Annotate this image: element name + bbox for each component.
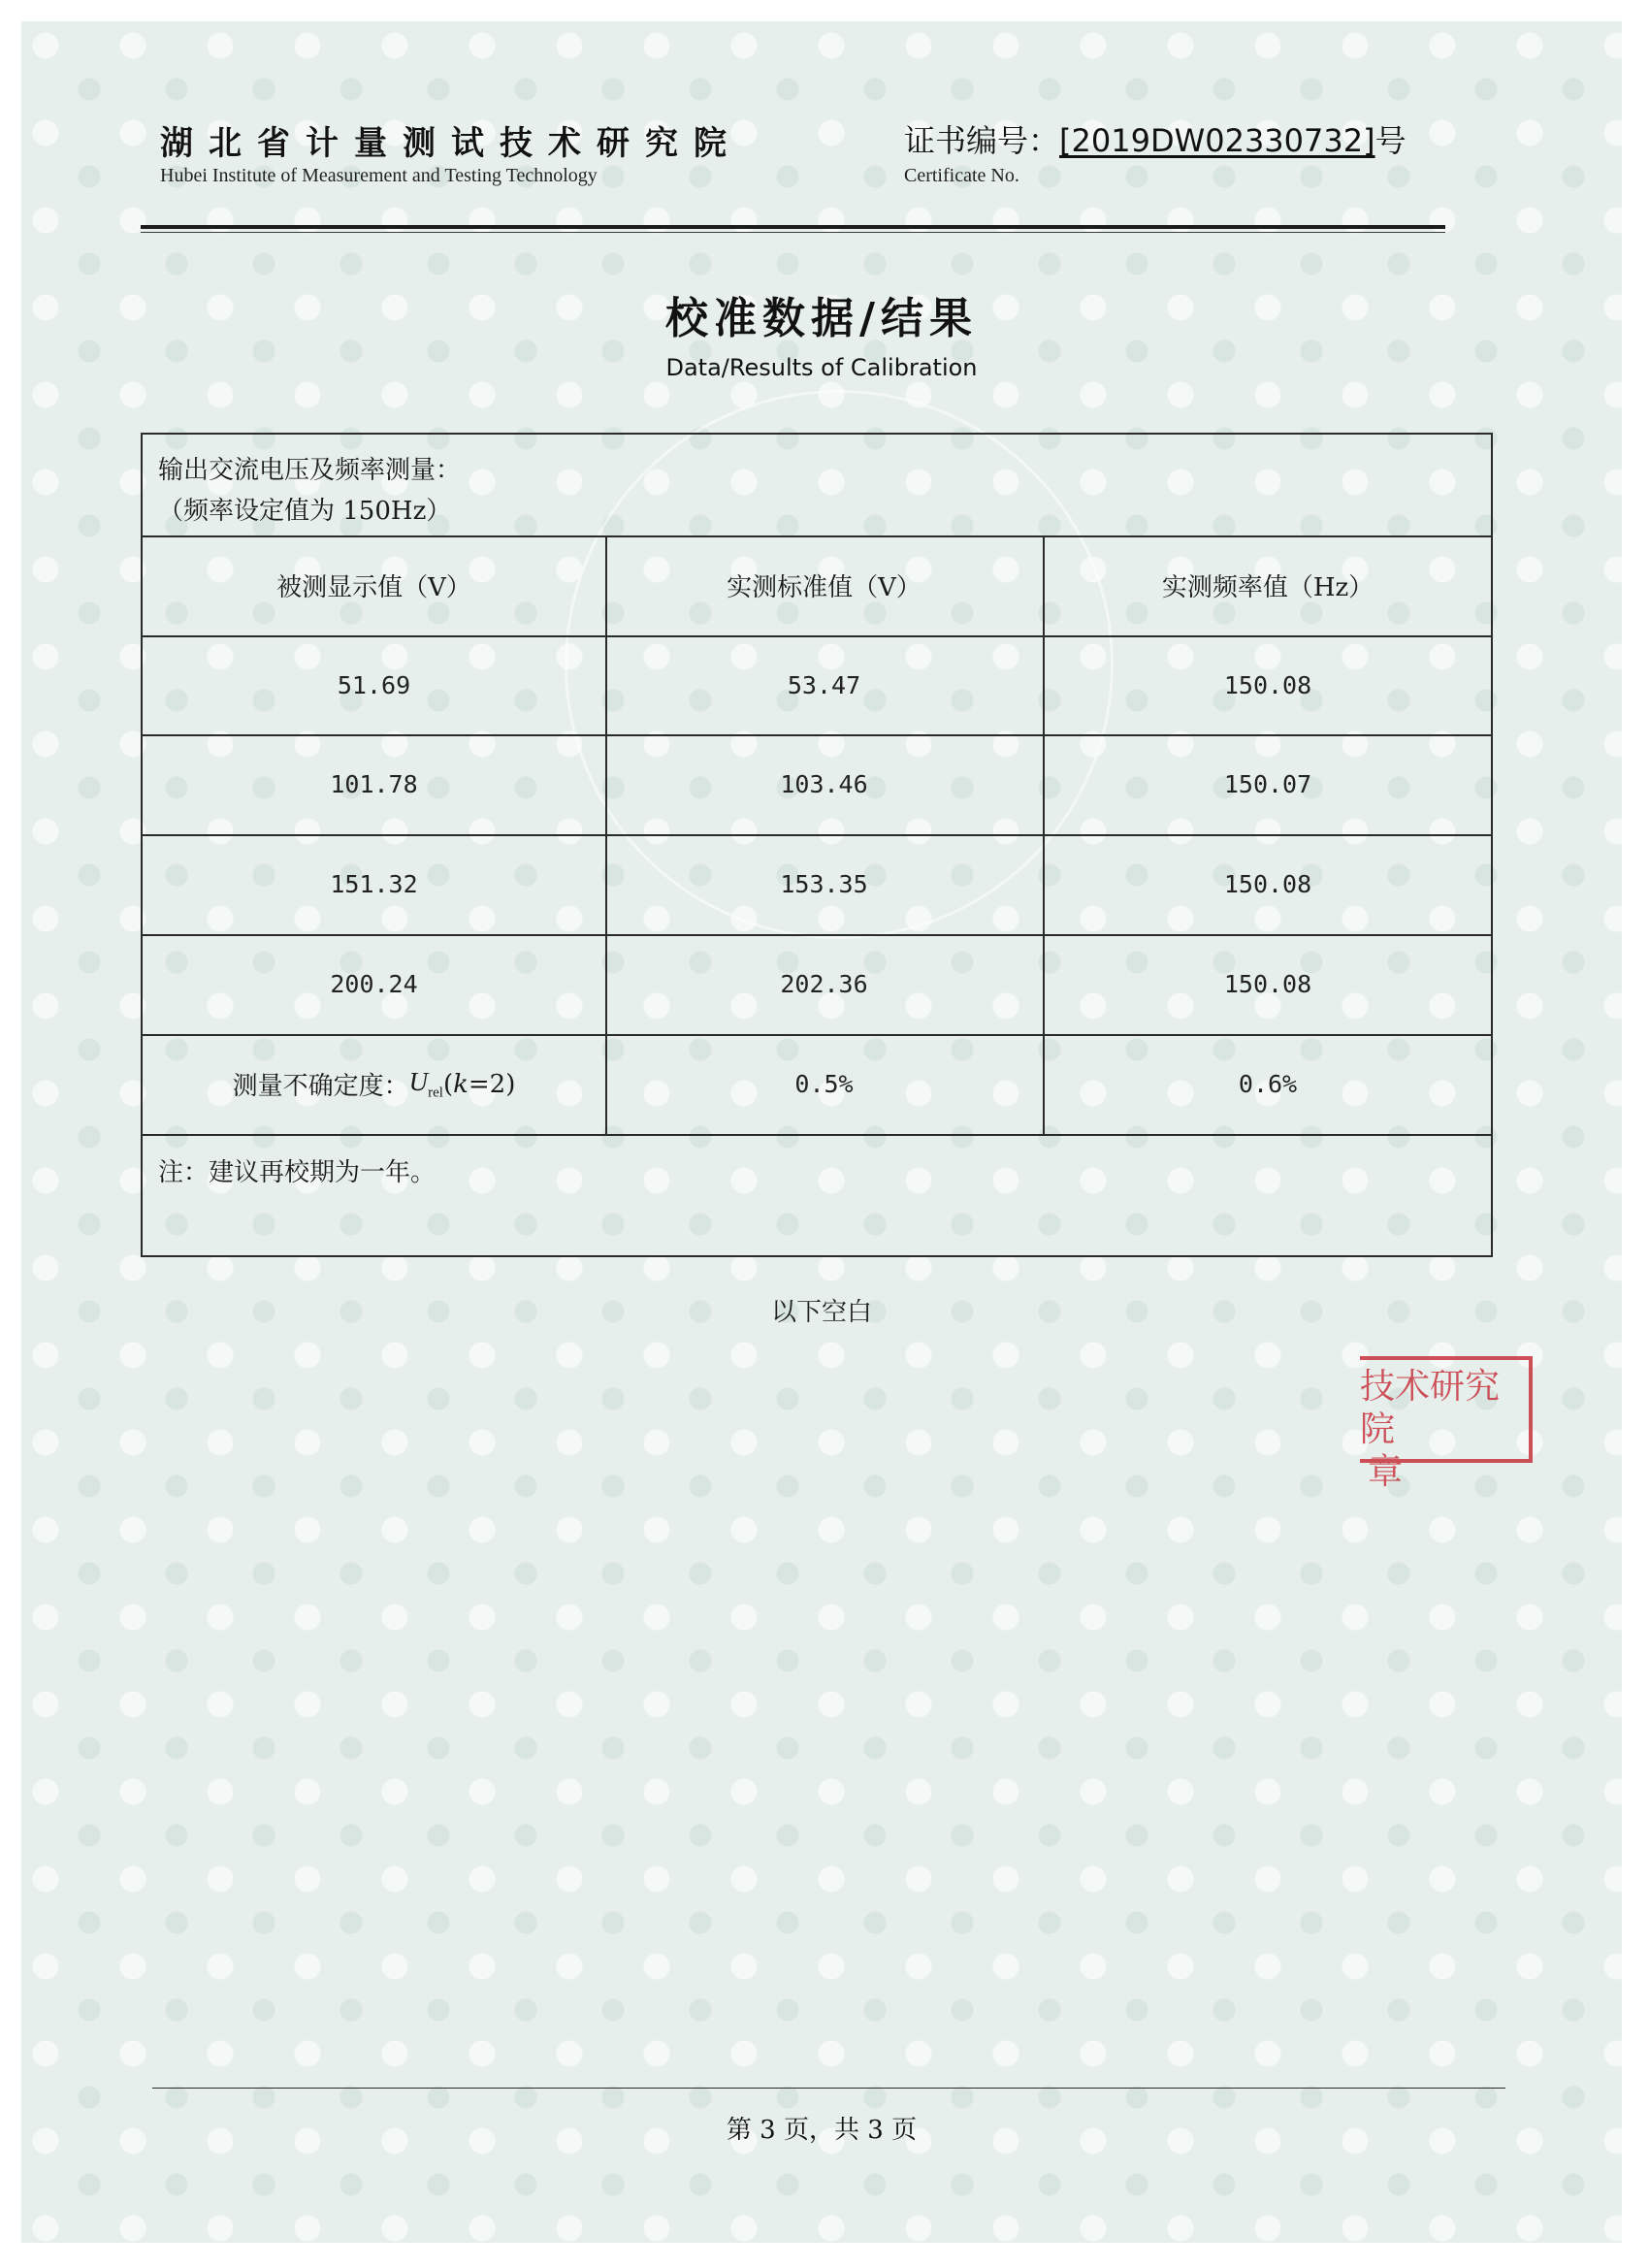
official-seal bbox=[1360, 1356, 1533, 1492]
page-title-cn: 校准数据/结果 bbox=[664, 294, 979, 343]
institute-name-en: Hubei Institute of Measurement and Testing Technology bbox=[160, 165, 598, 186]
certificate-page bbox=[21, 21, 1622, 2243]
column-header-standard: 实测标准值（V） bbox=[727, 573, 922, 602]
uncertainty-label bbox=[143, 1034, 605, 1134]
table-cell-frequency: 150.08 bbox=[1223, 670, 1312, 699]
certificate-suffix: 号 bbox=[1374, 122, 1406, 159]
table-cell-standard: 153.35 bbox=[780, 870, 868, 898]
footer-divider bbox=[152, 2088, 1505, 2089]
table-divider bbox=[143, 1134, 1491, 1136]
table-cell-displayed: 151.32 bbox=[330, 870, 418, 898]
table-cell-displayed: 101.78 bbox=[330, 770, 418, 798]
coverage-factor-var: k bbox=[453, 1069, 469, 1099]
column-header-frequency: 实测频率值（Hz） bbox=[1161, 573, 1374, 602]
page-number: 第 3 页，共 3 页 bbox=[726, 2116, 918, 2145]
table-cell-frequency: 150.07 bbox=[1223, 770, 1312, 798]
recalibration-note: 注：建议再校期为一年。 bbox=[158, 1158, 436, 1187]
certificate-label-cn: 证书编号： bbox=[904, 122, 1060, 159]
table-cell-standard: 103.46 bbox=[780, 770, 868, 798]
seal-line-2: 章 bbox=[1368, 1452, 1404, 1492]
intro-line-1: 输出交流电压及频率测量： bbox=[158, 456, 462, 485]
header-divider bbox=[141, 225, 1445, 229]
uncertainty-symbol: $U_{rel}$ bbox=[408, 1066, 443, 1101]
table-cell-standard: 53.47 bbox=[787, 670, 861, 699]
institute-name-cn: 湖北省计量测试技术研究院 bbox=[160, 124, 742, 163]
certificate-number: [2019DW02330732] bbox=[1059, 122, 1375, 159]
certificate-number-line bbox=[904, 116, 1406, 161]
table-cell-frequency: 150.08 bbox=[1223, 870, 1312, 898]
coverage-close: =2) bbox=[468, 1069, 516, 1099]
table-cell-displayed: 200.24 bbox=[330, 970, 418, 998]
intro-line-2: （频率设定值为 150Hz） bbox=[158, 497, 452, 526]
seal-line-1: 技术研究院 bbox=[1360, 1367, 1501, 1449]
table-cell-frequency: 150.08 bbox=[1223, 970, 1312, 998]
page-title-en: Data/Results of Calibration bbox=[665, 354, 978, 381]
uncertainty-prefix: 测量不确定度： bbox=[232, 1072, 409, 1101]
column-header-displayed: 被测显示值（V） bbox=[276, 573, 471, 602]
calibration-table bbox=[141, 433, 1493, 1257]
coverage-open: ( bbox=[442, 1069, 454, 1099]
table-cell-displayed: 51.69 bbox=[337, 670, 411, 699]
table-cell-standard: 202.36 bbox=[780, 970, 868, 998]
blank-below-mark: 以下空白 bbox=[770, 1298, 872, 1327]
header-divider-thin bbox=[141, 232, 1445, 233]
certificate-label-en: Certificate No. bbox=[904, 165, 1019, 186]
uncertainty-frequency: 0.6% bbox=[1238, 1070, 1298, 1098]
uncertainty-voltage: 0.5% bbox=[794, 1070, 854, 1098]
table-intro bbox=[158, 450, 461, 532]
